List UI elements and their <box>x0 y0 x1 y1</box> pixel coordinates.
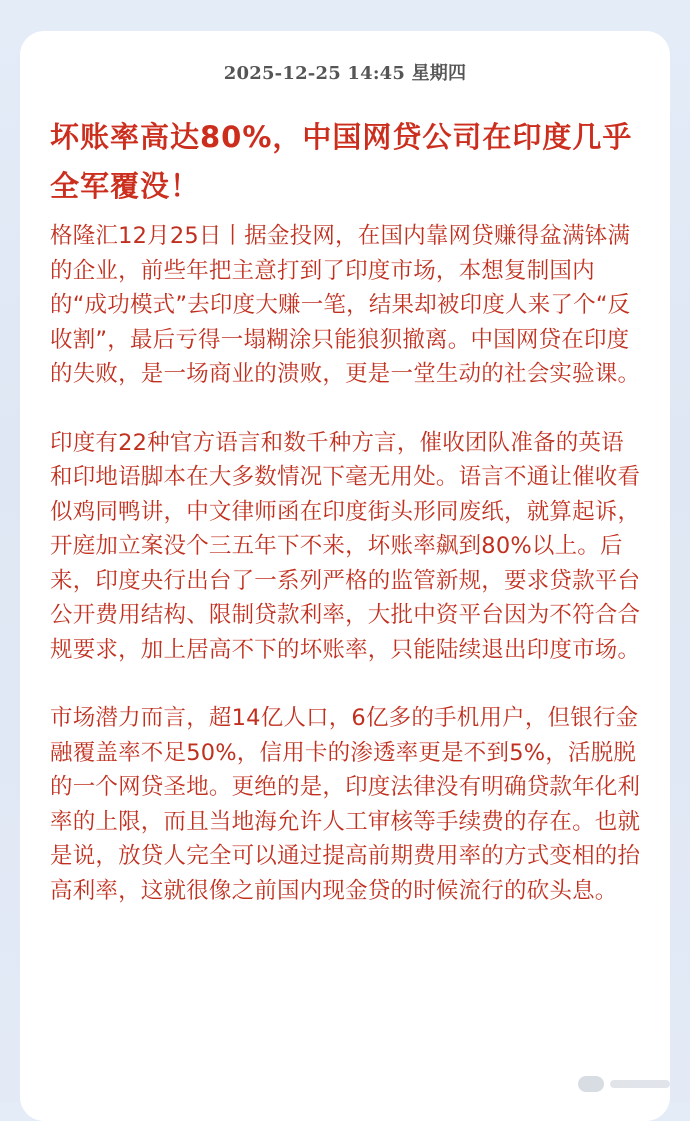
paragraph-3: 市场潜力而言，超14亿人口，6亿多的手机用户，但银行金融覆盖率不足50%，信用卡的渗透率更是不到5%，活脱脱的一个网贷圣地。更绝的是，印度法律没有明确贷款年化利率的上限，而且当地海允许人工审核等手续费的存在。也就是说，放贷人完全可以通过提高前期费用率的方式变相的抬高利率，这就很像之前国内现金贷的时候流行的砍头息。 <box>50 705 641 904</box>
paragraph-1: 格隆汇12月25日丨据金投网，在国内靠网贷赚得盆满钵满的企业，前些年把主意打到了印度市场，本想复制国内的“成功模式”去印度大赚一笔，结果却被印度人来了个“反收割”，最后亏得一塌糊涂只能狼狈撤离。中国网贷在印度的失败，是一场商业的溃败，更是一堂生动的社会实验课。 <box>50 223 641 387</box>
article-card <box>20 31 670 1121</box>
post-date: 2025-12-25 14:45 星期四 <box>223 63 467 84</box>
watermark-text-shape <box>610 1080 670 1088</box>
paragraph-2: 印度有22种官方语言和数千种方言，催收团队准备的英语和印地语脚本在大多数情况下毫无用处。语言不通让催收看似鸡同鸭讲，中文律师函在印度街头形同废纸，就算起诉，开庭加立案没个三五年下不来，坏账率飙到80%以上。后来，印度央行出台了一系列严格的监管新规，要求贷款平台公开费用结构、限制贷款利率，大批中资平台因为不符合合规要求，加上居高不下的坏账率，只能陆续退出印度市场。 <box>50 429 641 663</box>
watermark-mark-icon <box>578 1076 604 1092</box>
article-title: 坏账率高达80%，中国网贷公司在印度几乎全军覆没！ <box>50 120 633 203</box>
watermark-logo <box>578 1076 670 1092</box>
article-body <box>50 219 646 908</box>
